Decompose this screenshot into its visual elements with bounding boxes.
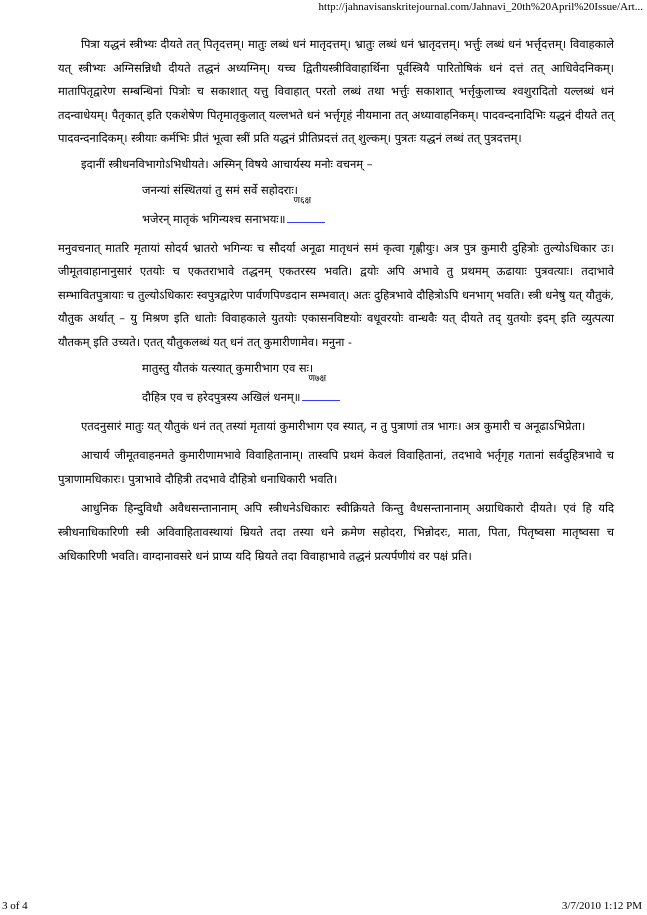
- footnote-link[interactable]: [287, 195, 325, 231]
- header-url: http://jahnavisanskritejournal.com/Jahnavi_20th%20April%20Issue/Art...: [318, 1, 643, 13]
- footnote-number: ण६क्ष: [293, 195, 312, 206]
- footnote-underline: [287, 210, 325, 223]
- verse-manu-1: [58, 179, 614, 231]
- paragraph-manu-explanation: मनुवचनात् मातरि मृतायां सोदर्य भ्रातरो भगिन्यः च सौदर्या अनूढा मातृधनं समं कृत्वा गृह्णीयुः। अत्र पुत्र कुमारी दुहित्रोः तुल्योऽधिकार उः। जीमूतवाहानानुसारं एतयोः च एकतराभावे तद्धनम् एकतरस्य भवति। द्वयोः अपि अभावे तु प्रथमम् ऊढायाः पुत्रवत्याः। तदाभावे सम्भावितपुत्रायाः च तुल्योऽधिकारः स्वपुत्रद्वारेण पार्वणपिण्डदान सम्भवात्। अतः दुहित्रभावे दौहित्रोऽपि धनभाग् भवति। स्त्री धनेषु यत् यौतुकं, यौतुक अर्थात् – यु मिश्रण इति धातोः विवाहकाले युतयोः एकासनविष्टयोः वधूवरयोः वान्धवैः यत् दीयते तद् युतयोः इदम् इति व्युत्पत्या यौतकम् इति उच्यते। एतत् यौतुकलब्धं यत् धनं तत् कुमारीणामेव। मनुना -: [58, 240, 614, 349]
- article-body: [58, 33, 614, 568]
- footnote-underline: [302, 388, 340, 401]
- verse-manu-2: [58, 357, 614, 409]
- footnote-link[interactable]: [302, 373, 340, 409]
- footer-page-number: 3 of 4: [2, 900, 28, 912]
- paragraph-modern-hindu-law: आधुनिक हिन्दुविधौ अवैधसन्तानानाम् अपि स्त्रीधनेऽधिकारः स्वीक्रियते किन्तु वैधसन्तानानाम् अग्राधिकारो दीयते। एवं हि यदि स्त्रीधनाधिकारिणी स्त्री अविवाहितावस्थायां म्रियते तदा तस्या धने क्रमेण सहोदरा, भिन्नोदरः, माता, पिता, पितृष्वसा मातृष्वसा च अधिकारिणी भवति। वाग्दानावसरे धनं प्राप्य यदि म्रियते तदा विवाहाभावे तद्धनं प्रत्यर्पणीयं वर पक्षं प्रति।: [58, 501, 614, 563]
- verse-line-text: दौहित्र एव च हरेदपुत्रस्य अखिलं धनम्॥: [142, 389, 301, 404]
- verse-line: जनन्यां संस्थितयां तु समं सर्वे सहोदराः।: [142, 182, 298, 197]
- verse-line-text: भजेरन् मातृकं भगिन्यश्च सनाभयः॥: [142, 211, 286, 226]
- footnote-number: ण७क्ष: [308, 373, 327, 384]
- paragraph-yautuka-share: एतदनुसारं मातुः यत् यौतुकं धनं तत् तस्यां मृतायां कुमारीभाग एव स्यात्, न तु पुत्राणां तत्र भागः। अत्र कुमारी च अनूढाऽभिप्रेता।: [81, 418, 586, 433]
- paragraph-stridhana-types: पित्रा यद्धनं स्त्रीभ्यः दीयते तत् पितृदत्तम्। मातुः लब्धं धनं मातृदत्तम्। भ्रातुः लब्धं धनं भ्रातृदत्तम्। भर्त्तुः लब्धं धनं भर्त्तृदत्तम्। विवाहकाले यत् स्त्रीभ्यः अग्निसन्निधौ दीयते तद्धनं अध्यग्निम्। यच्च द्वितीयस्त्रीविवाहार्थिना पूर्वस्त्रियै पारितोषिकं धनं दत्तं तत् आधिवेदनिकम्। मातापितृद्वारेण सम्बन्धिनां पित्रोः च सकाशात् यत्तु विवाहात् परतो लब्धं तथा भर्त्तुः सकाशात् भर्त्तृकुलाच्च श्वशुरादितो यल्लब्धं धनं तदन्वाधेयम्। पैतृकात् इति एकशेषेण पितृमातृकुलात् यल्लभते धनं भर्त्तृगृहं नीयमाना तत् अध्यावाहनिकम्। पादवन्दनादिभिः यद्धनं दीयते तत् पादवन्दनादिकम्। स्त्रीयाः कर्मभिः प्रीतं भूत्वा स्त्रीं प्रति यद्धनं प्रीतिप्रदत्तं तत् शुल्कम्। पुत्रतः यद्धनं लब्धं तत् पुत्रदत्तम्।: [58, 37, 614, 146]
- footer-datetime: 3/7/2010 1:12 PM: [561, 900, 642, 912]
- verse-line: [58, 195, 614, 231]
- paragraph-division-intro: इदानीं स्त्रीधनविभागोऽभिधीयते। अस्मिन् विषये आचार्यस्य मनोः वचनम् –: [81, 156, 373, 171]
- paragraph-jimutavahana-view: आचार्य जीमूतवाहनमते कुमारीणामभावे विवाहितानाम्। तास्वपि प्रथमं केवलं विवाहितानां, तदभावे भर्तृगृह गतानां सर्वदुहित्रभावे च पुत्राणामधिकारः। पुत्राभावे दौहित्री तदभावे दौहित्रो धनाधिकारी भवति।: [58, 448, 614, 486]
- verse-line: मातुस्तु यौतकं यत्स्यात् कुमारीभाग एव सः।: [142, 360, 314, 375]
- verse-line: [58, 373, 614, 409]
